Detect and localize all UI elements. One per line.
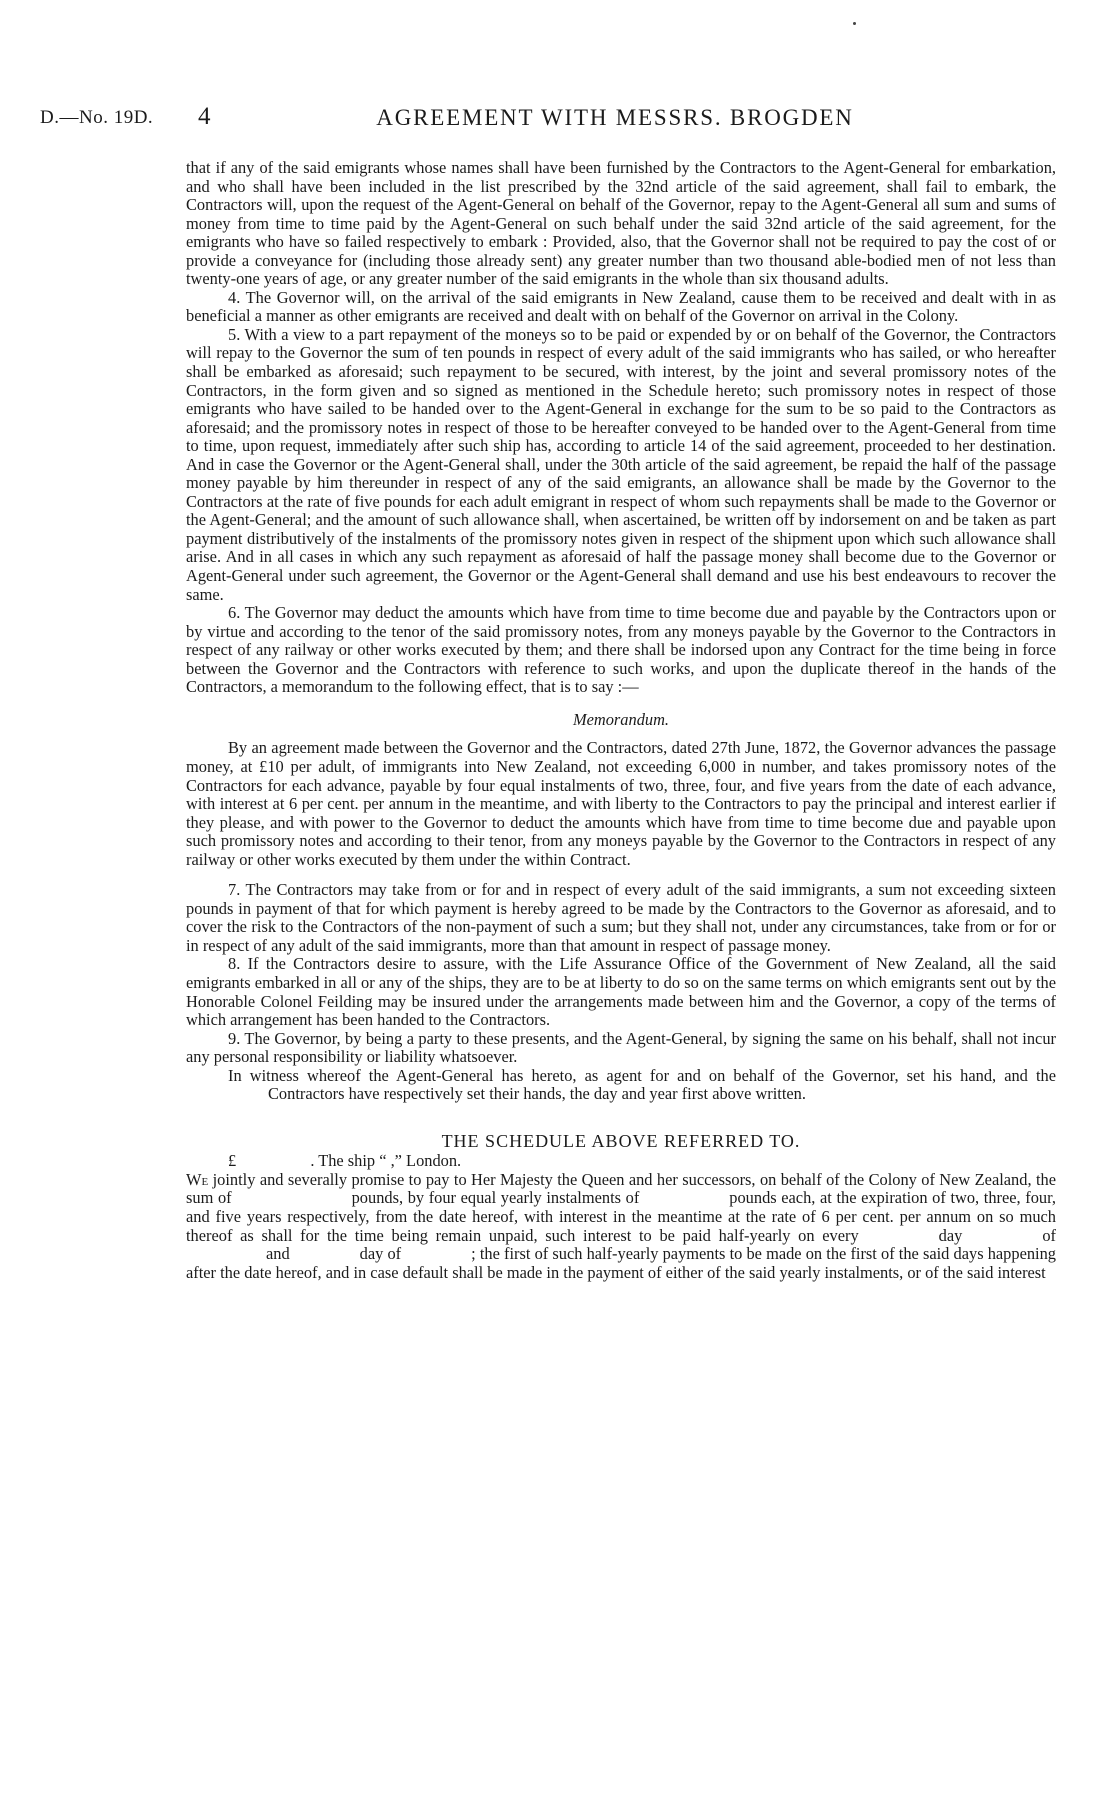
pound-sign: £ <box>228 1151 237 1171</box>
schedule-text-8: ; the first of such half-yearly payments to be made on the first of the said days happening after the date hereof, and in case default shall be made in the payment of either of the said yearly instalments, or of the said interest <box>186 1244 1056 1282</box>
paragraph-8: 8. If the Contractors desire to assure, with the Life Assurance Office of the Government of New Zealand, all the said emigrants embarked in all or any of the ships, they are to be at liberty to do so on the same terms on which emigrants sent out by the Honorable Colonel Feilding may be insured under the arrangements made between him and the Governor, a copy of the terms of which arrangement has been handed to the Contractors. <box>186 954 1056 1030</box>
schedule-text-2: pounds, by four equal yearly instalments of <box>351 1188 640 1208</box>
paragraph-4: 4. The Governor will, on the arrival of the said emigrants in New Zealand, cause them to be received and dealt with in as beneficial a manner as other emigrants are received and dealt with on behalf of the Governor on arrival in the Colony. <box>186 287 1056 326</box>
page-number: 4 <box>198 103 211 130</box>
memorandum-text: By an agreement made between the Governor and the Contractors, dated 27th June, 1872, the Governor advances the passage money, at £10 per adult, of immigrants into New Zealand, not exceeding 6,000 in number, and takes promissory notes of the Contractors for each advance, payable by four equal instalments of two, three, four, and five years from the date of each advance, with interest at 6 per cent. per annum in the meantime, and with liberty to the Contractors to pay the principal and interest earlier if they please, and with power to the Governor to deduct the amounts which have from time to time become due and payable upon such promissory notes and according to their tenor, from any moneys payable by the Governor to the Contractors in respect of any railway or other works executed by them under the within Contract. <box>186 738 1056 869</box>
schedule-text-5: of <box>1042 1225 1056 1245</box>
paragraph-5: 5. With a view to a part repayment of the moneys so to be paid or expended by or on behalf of the Governor, the Contractors will repay to the Governor the sum of ten pounds in respect of every adult of the said immigrants who has sailed, or who hereafter shall be embarked as aforesaid; such repayment to be secured, with interest, by the joint and several promissory notes of the Contractors, in the form given and so signed as mentioned in the Schedule hereto; such promissory notes in respect of those emigrants who have sailed to be handed over to the Agent-General in exchange for the sum to be so paid to the Contractors as aforesaid; and the promissory notes in respect of those to be hereafter conveyed to be handed over to the Agent-General from time to time, upon request, immediately after such ship has, according to article 14 of the said agreement, proceeded to her destination. And in case the Governor or the Agent-General shall, under the 30th article of the said agreement, be repaid the half of the passage money payable by him thereunder in respect of any of the said emigrants, an allowance shall be made by the Governor to the Contractors at the rate of five pounds for each adult emigrant in respect of whom such repayments shall be made to the Governor or the Agent-General; and the amount of such allowance shall, when ascertained, be written off by indorsement on and be taken as part payment distributively of the instalments of the promissory notes given in respect of the shipment upon which such allowance shall arise. And in all cases in which any such repayment as aforesaid of half the passage money shall become due to the Governor or Agent-General under such agreement, the Governor or the Agent-General shall demand and use his best endeavours to recover the same. <box>186 324 1056 604</box>
paragraph-6: 6. The Governor may deduct the amounts which have from time to time become due and payable by the Contractors upon or by virtue and according to the tenor of the said promissory notes, from any moneys payable by the Governor to the Contractors in respect of any railway or other works executed by them; and there shall be indorsed upon any Contract for the time being in force between the Governor and the Contractors with reference to such works, and upon the duplicate thereof in the hands of the Contractors, a memorandum to the following effect, that is to say :— <box>186 603 1056 697</box>
paragraph-continued: that if any of the said emigrants whose names shall have been furnished by the Contractors to the Agent-General for embarkation, and who shall have been included in the list prescribed by the 32nd article of the said agreement, shall fail to embark, the Contractors will, upon the request of the Agent-General on behalf of the Governor, repay to the Agent-General all sum and sums of money from time to time paid by the Agent-General on such behalf under the said 32nd article of the said agreement, for the emigrants who have so failed respectively to embark : Provided, also, that the Governor shall not be required to pay the cost of or provide a conveyance for (including those already sent) any greater number than two thousand able-bodied men of not less than twenty-one years of age, or any greater number of the said emigrants in the whole than six thousand adults. <box>186 158 1056 289</box>
stray-mark <box>853 22 856 25</box>
schedule-promissory-text <box>186 1171 1056 1282</box>
document-body <box>186 159 1056 1282</box>
page-header <box>40 103 1070 133</box>
paragraph-7: 7. The Contractors may take from or for and in respect of every adult of the said immigrants, a sum not exceeding sixteen pounds in payment of that for which payment is hereby agreed to be made by the Contractors to the Governor as aforesaid, and to cover the risk to the Contractors of the non-payment of such a sum; but they shall not, under any circumstances, take from or for or in respect of any adult of the said immigrants, more than that amount in respect of passage money. <box>186 880 1056 955</box>
schedule-text-7: day of <box>359 1244 402 1264</box>
memorandum-heading: Memorandum. <box>572 709 670 729</box>
schedule-we: We <box>186 1169 209 1189</box>
schedule-text-1: jointly and severally promise to pay to Her Majesty the Queen and her successors, on behalf of the Colony of New Zealand, the sum of <box>186 1169 1056 1208</box>
paragraph-9: 9. The Governor, by being a party to these presents, and the Agent-General, by signing the same on his behalf, shall not incur any personal responsibility or liability whatsoever. <box>186 1028 1056 1067</box>
schedule-heading: THE SCHEDULE ABOVE REFERRED TO. <box>441 1130 801 1151</box>
schedule-ship-line <box>186 1152 1056 1171</box>
ship-line-text: . The ship “ ,” London. <box>310 1151 462 1171</box>
schedule-text-3: pounds each, at the expiration of two, three, four, and five years respectively, from the date hereof, with interest in the meantime at the rate of 6 per cent. per annum on so much thereof as shall for the time being remain unpaid, such interest to be paid half-yearly on every <box>186 1188 1057 1245</box>
page-title: AGREEMENT WITH MESSRS. BROGDEN <box>376 105 854 130</box>
document-reference: D.—No. 19D. <box>40 107 154 128</box>
schedule-text-4: day <box>938 1225 963 1245</box>
schedule-text-6: and <box>266 1244 290 1264</box>
witness-clause: In witness whereof the Agent-General has hereto, as agent for and on behalf of the Governor, set his hand, and the Contractors have respectively set their hands, the day and year first above written. <box>228 1065 1056 1104</box>
